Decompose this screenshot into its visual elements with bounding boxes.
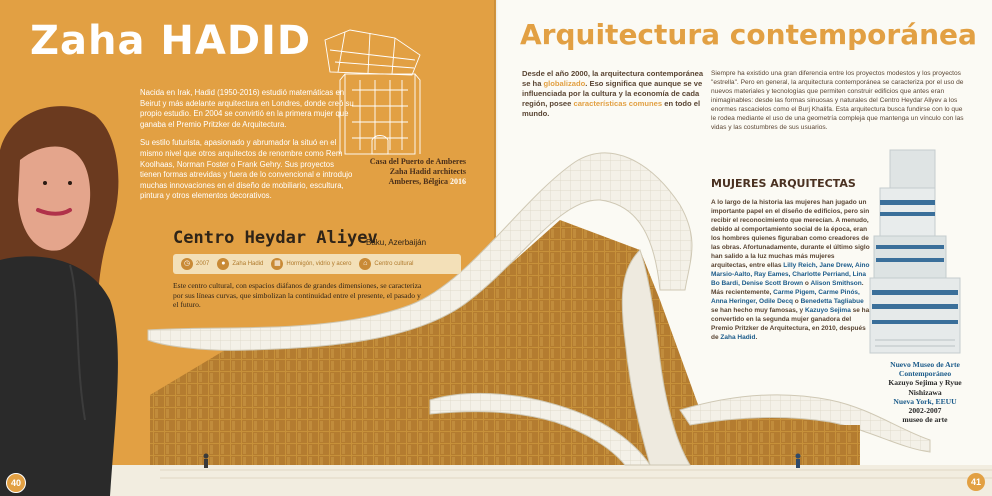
intro-text-a: Desde el año 2000, la arquitectura contemporánea se ha: [522, 69, 704, 88]
caption-place: Amberes, Bélgica: [388, 177, 448, 186]
info-architect-text: Zaha Hadid: [232, 261, 264, 267]
caption-line-3: [356, 177, 466, 187]
mujeres-body: [711, 198, 871, 342]
zaha-portrait: [0, 106, 118, 496]
heydar-title: Centro Heydar Aliyev: [173, 228, 378, 248]
info-materials-text: Hormigón, vidrio y acero: [286, 261, 352, 267]
info-architect: [217, 258, 263, 270]
women-names-5: Kazuyo Sejima: [804, 307, 851, 314]
bricks-icon: ▦: [271, 258, 283, 270]
new-museum-tower: [870, 150, 960, 353]
arquitectura-title: Arquitectura contemporánea: [520, 18, 977, 51]
caption-line-2: Zaha Hadid architects: [389, 167, 466, 176]
bio-paragraph-2: Su estilo futurista, apasionado y abrumador la situó en el mismo nivel que otros arquitectos de renombre como Rem Koolhaas, Norman Foster o Frank Gehry. Sus proyectos tienen formas atrevidas y fuera de lo convencional e introdujo muchas innovaciones en el diseño de mobiliario, escultura, pintura y otros elementos decorativos.: [140, 138, 353, 201]
info-type-text: Centro cultural: [374, 261, 414, 267]
mujeres-title: MUJERES ARQUITECTAS: [711, 177, 856, 190]
women-names-2: Alison Smithson: [810, 280, 862, 287]
info-materials: [271, 258, 351, 270]
nm-caption-line-1: Nuevo Museo de Arte: [890, 360, 960, 369]
intro-text-b: . Eso significa que aunque se ve influenciada por la cultura y la economía de cada región, posee: [522, 79, 703, 108]
arquitectura-intro: [522, 69, 704, 119]
page-number-right: 41: [967, 473, 985, 491]
women-text-a: A lo largo de la historia las mujeres han jugado un importante papel en el diseño de edificios, pero sin recibir el reconocimiento que merecían. A menudo, debido al comportamiento social de la época, eran los hombres quienes figuraban como creadores de las obras. Afortunadamente, durante el último siglo han salido a la luz muchas más mujeres arquitectas, entre ellas: [711, 199, 870, 269]
heydar-right-glass: [700, 425, 860, 465]
women-names-6: Zaha Hadid: [720, 334, 756, 341]
clock-icon: ◷: [181, 258, 193, 270]
person-icon: ●: [217, 258, 229, 270]
new-museum-caption: [872, 360, 978, 424]
intro-highlight-1: globalizado: [543, 79, 586, 88]
person-figure-2: [796, 454, 801, 469]
heydar-description: Este centro cultural, con espacios diáfanos de grandes dimensiones, se caracteriza por sus líneas curvas, que simbolizan la continuidad entre el presente, el pasado y el futuro.: [173, 281, 422, 309]
nm-caption-line-5: Nueva York, EEUU: [893, 396, 957, 406]
info-year-text: 2007: [196, 261, 210, 267]
women-text-g: .: [755, 334, 758, 341]
info-year: [181, 258, 209, 270]
port-house-caption: [356, 157, 466, 187]
zaha-bio: [140, 88, 355, 210]
nm-caption-line-3: Kazuyo Sejima y Ryue: [888, 378, 962, 388]
nm-caption-line-6: 2002-2007: [908, 406, 942, 416]
page-number-left: 40: [6, 473, 26, 493]
heydar-info-bar: [173, 254, 461, 274]
women-names-1: Lilly Reich, Jane Drew, Aino Marsio-Aalto, Ray Eames, Charlotte Perriand, Lina Bo Bardi, Denise Scott Brown: [711, 262, 870, 287]
bio-paragraph-1: Nacida en Irak, Hadid (1950-2016) estudió matemáticas en Beirut y más adelante arquitectura en Londres, donde creó su propio estudio. En 2004 se convirtió en la primera mujer que ganaba el Premio Pritzker de Arquitectura.: [140, 88, 354, 129]
intro-text-c: en todo el mundo.: [522, 99, 701, 118]
women-names-4: Benedetta Tagliabue: [800, 298, 864, 305]
building-icon: ⌂: [359, 258, 371, 270]
person-figure-1: [204, 454, 209, 469]
caption-year: 2016: [450, 177, 466, 186]
caption-line-1: Casa del Puerto de Amberes: [369, 157, 466, 166]
women-text-d: o: [793, 298, 801, 305]
arquitectura-body: Siempre ha existido una gran diferencia entre los proyectos modestos y los proyectos "estrella". Pero en general, la arquitectura contemporánea se caracteriza por el uso de nuevos materiales y tecnologías que permiten construir edificios que antes eran inimaginables: desde las formas sinuosas y naturales del Centro Heydar Aliyev a los enormes rascacielos como el Burj Khalifa. Esta arquitectura busca fundirse con lo que le rodea mediante el uso de una geometría compleja que mantenga un vínculo con las vidas y las costumbres de sus usuarios.: [711, 70, 964, 131]
info-type: [359, 258, 413, 270]
women-text-b: o: [803, 280, 811, 287]
intro-highlight-2: características comunes: [573, 99, 663, 108]
women-names-3: Carme Pigem, Carme Pinós, Anna Heringer, Odile Decq: [711, 289, 860, 305]
women-text-e: se han hecho muy famosas, y: [711, 307, 805, 314]
women-text-f: se ha convertido en la segunda mujer ganadora del Premio Pritzker de Arquitectura, en 2010, después de: [711, 307, 870, 341]
heydar-city: Baku, Azerbaiján: [366, 238, 427, 247]
nm-caption-line-4: Nishizawa: [908, 387, 942, 397]
nm-caption-line-7: museo de arte: [902, 415, 948, 425]
zaha-title: Zaha HADID: [30, 18, 312, 64]
women-text-c: . Más recientemente,: [711, 280, 864, 296]
nm-caption-line-2: Contemporáneo: [898, 369, 952, 379]
